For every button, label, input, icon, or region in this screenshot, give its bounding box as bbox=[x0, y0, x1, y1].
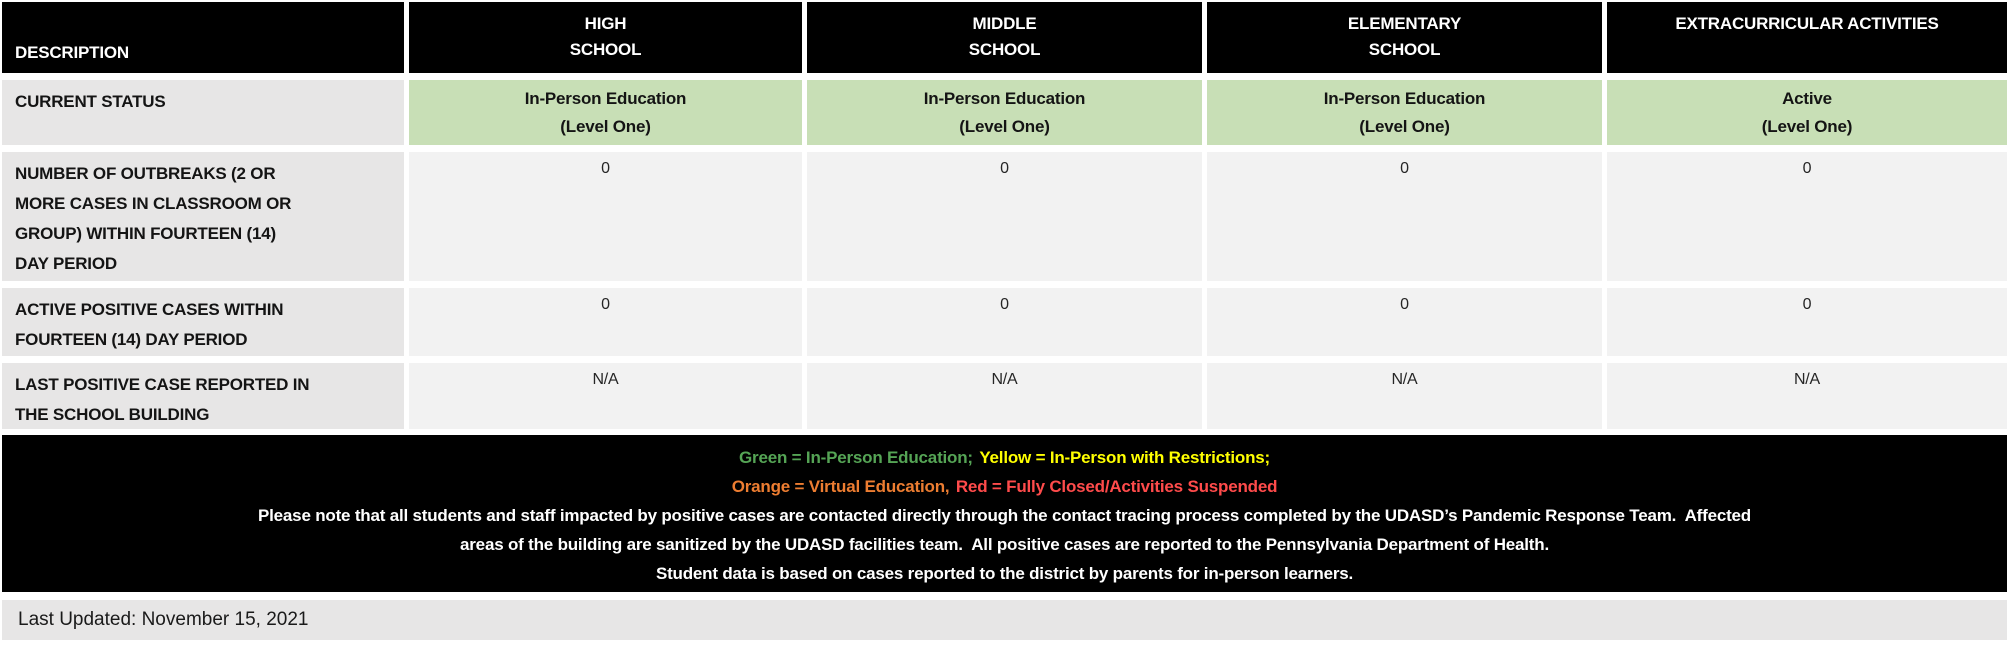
row-label-line: THE SCHOOL BUILDING bbox=[15, 405, 210, 424]
status-line: In-Person Education bbox=[524, 89, 687, 108]
cell-last-case-extracurricular: N/A bbox=[1607, 363, 2007, 429]
row-label-line: MORE CASES IN CLASSROOM OR bbox=[15, 194, 292, 213]
cell-current-status-high-school bbox=[409, 80, 802, 145]
row-label-current-status bbox=[2, 80, 404, 145]
col-header-middle-school bbox=[807, 2, 1202, 73]
cell-last-case-middle-school: N/A bbox=[807, 363, 1202, 429]
cell-outbreaks-middle-school: 0 bbox=[807, 152, 1202, 281]
cell-current-status-elementary-school bbox=[1207, 80, 1602, 145]
last-updated-text: Last Updated: November 15, 2021 bbox=[18, 609, 309, 630]
legend-red: Red = Fully Closed/Activities Suspended bbox=[955, 477, 1278, 496]
row-label-line: CURRENT STATUS bbox=[15, 92, 166, 111]
row-label-line: ACTIVE POSITIVE CASES WITHIN bbox=[15, 300, 284, 319]
cell-active-cases-elementary-school: 0 bbox=[1207, 288, 1602, 356]
legend-orange: Orange = Virtual Education, bbox=[731, 477, 950, 496]
last-updated-bar bbox=[2, 600, 2007, 640]
cell-active-cases-extracurricular: 0 bbox=[1607, 288, 2007, 356]
col-header-line: EXTRACURRICULAR ACTIVITIES bbox=[1675, 14, 1939, 33]
col-header-line: ELEMENTARY bbox=[1347, 14, 1462, 33]
cell-active-cases-high-school: 0 bbox=[409, 288, 802, 356]
cell-last-case-elementary-school: N/A bbox=[1207, 363, 1602, 429]
status-line: Active bbox=[1782, 89, 1832, 108]
row-label-active-positive-cases bbox=[2, 288, 404, 356]
col-header-line: SCHOOL bbox=[569, 40, 642, 59]
row-label-line: DAY PERIOD bbox=[15, 254, 117, 273]
status-table bbox=[2, 2, 2007, 429]
col-header-description bbox=[2, 2, 404, 73]
status-line: (Level One) bbox=[959, 117, 1050, 136]
legend-line-2 bbox=[2, 472, 2007, 501]
row-label-line: NUMBER OF OUTBREAKS (2 OR bbox=[15, 164, 276, 183]
cell-outbreaks-elementary-school: 0 bbox=[1207, 152, 1602, 281]
col-header-line: SCHOOL bbox=[968, 40, 1041, 59]
col-header-high-school bbox=[409, 2, 802, 73]
col-header-description-label: DESCRIPTION bbox=[15, 43, 129, 62]
notes-panel bbox=[2, 435, 2007, 592]
col-header-line: SCHOOL bbox=[1368, 40, 1441, 59]
col-header-elementary-school bbox=[1207, 2, 1602, 73]
legend-line-1 bbox=[2, 443, 2007, 472]
status-line: In-Person Education bbox=[923, 89, 1086, 108]
row-label-line: LAST POSITIVE CASE REPORTED IN bbox=[15, 375, 310, 394]
col-header-line: HIGH bbox=[584, 14, 627, 33]
status-line: (Level One) bbox=[1359, 117, 1450, 136]
legend-green: Green = In-Person Education; bbox=[739, 448, 973, 467]
cell-outbreaks-extracurricular: 0 bbox=[1607, 152, 2007, 281]
status-line: In-Person Education bbox=[1323, 89, 1486, 108]
row-label-last-positive-case bbox=[2, 363, 404, 429]
row-label-number-of-outbreaks bbox=[2, 152, 404, 281]
cell-current-status-extracurricular bbox=[1607, 80, 2007, 145]
col-header-line: MIDDLE bbox=[972, 14, 1037, 33]
notes-text-line: Please note that all students and staff impacted by positive cases are contacted directly through the contact tracing process completed by the UDASD’s Pandemic Response Team. Affected bbox=[258, 506, 1751, 525]
cell-active-cases-middle-school: 0 bbox=[807, 288, 1202, 356]
col-header-extracurricular-activities bbox=[1607, 2, 2007, 73]
notes-text-line: areas of the building are sanitized by the UDASD facilities team. All positive cases are reported to the Pennsylvania Department of Health. bbox=[460, 535, 1549, 554]
status-line: (Level One) bbox=[560, 117, 651, 136]
cell-current-status-middle-school bbox=[807, 80, 1202, 145]
row-label-line: GROUP) WITHIN FOURTEEN (14) bbox=[15, 224, 276, 243]
legend-yellow: Yellow = In-Person with Restrictions; bbox=[979, 448, 1270, 467]
cell-outbreaks-high-school: 0 bbox=[409, 152, 802, 281]
cell-last-case-high-school: N/A bbox=[409, 363, 802, 429]
status-line: (Level One) bbox=[1761, 117, 1853, 136]
row-label-line: FOURTEEN (14) DAY PERIOD bbox=[15, 330, 248, 349]
notes-text-line: Student data is based on cases reported to the district by parents for in-person learners. bbox=[655, 564, 1354, 583]
